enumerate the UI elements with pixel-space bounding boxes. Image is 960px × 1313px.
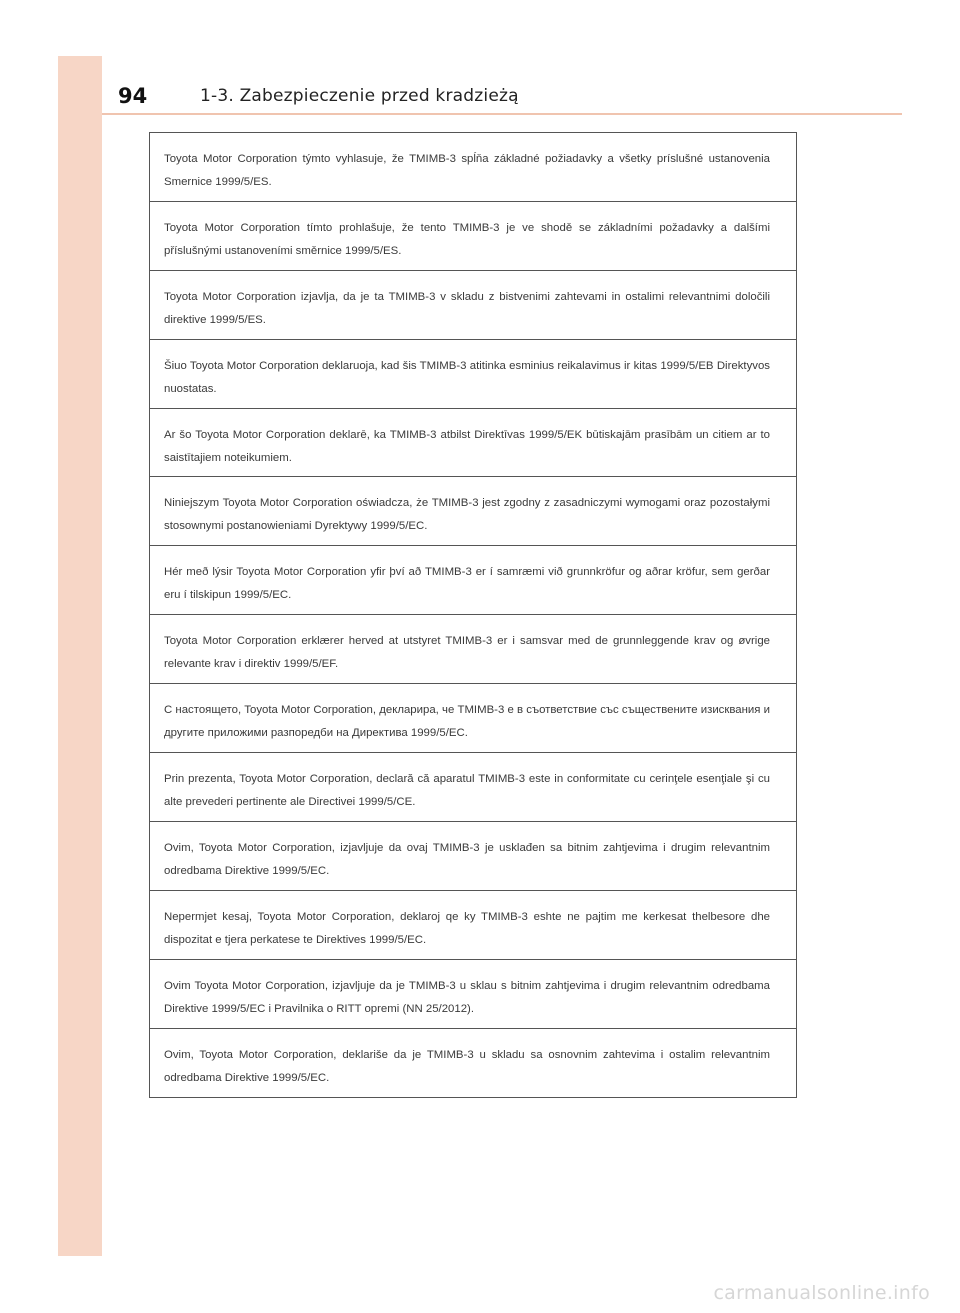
declaration-serbian: Ovim, Toyota Motor Corporation, deklariše da je TMIMB-3 u skladu sa osnovnim zahtevima i ostalim relevantnim odredbama Direktive 1999/5/EC.	[164, 1048, 770, 1084]
site-watermark: carmanualsonline.info	[713, 1282, 930, 1304]
declaration-czech: Toyota Motor Corporation tímto prohlašuje, že tento TMIMB-3 je ve shodě se základními požadavky a dalšími příslušnými ustanoveními směrnice 1999/5/ES.	[150, 202, 796, 271]
declaration-lithuanian: Šiuo Toyota Motor Corporation deklaruoja, kad šis TMIMB-3 atitinka esminius reikalavimus ir kitas 1999/5/EB Direktyvos nuostatas.	[150, 340, 796, 409]
declaration-latvian: Ar šo Toyota Motor Corporation deklarē, ka TMIMB-3 atbilst Direktīvas 1999/5/EK būtiskajām prasībām un citiem ar to saistītajiem noteikumiem.	[150, 409, 796, 478]
declaration-slovak: Toyota Motor Corporation týmto vyhlasuje, že TMIMB-3 spĺňa základné požiadavky a všetky príslušné ustanovenia Smernice 1999/5/ES.	[150, 133, 796, 202]
header-divider	[102, 113, 902, 115]
declaration-albanian: Nepermjet kesaj, Toyota Motor Corporation, deklaroj qe ky TMIMB-3 eshte ne pajtim me kerkesat thelbesore dhe dispozitat e tjera perkatese te Direktives 1999/5/EC.	[150, 891, 796, 960]
declaration-romanian: Prin prezenta, Toyota Motor Corporation, declară că aparatul TMIMB-3 este in conformitate cu cerinţele esenţiale şi cu alte prevederi pertinente ale Directivei 1999/5/CE.	[150, 753, 796, 822]
declaration-slovenian: Toyota Motor Corporation izjavlja, da je ta TMIMB-3 v skladu z bistvenimi zahtevami in ostalimi relevantnimi določili direktive 1999/5/ES.	[150, 271, 796, 340]
section-title: 1-3. Zabezpieczenie przed kradzieżą	[200, 86, 519, 106]
declaration-croatian: Ovim Toyota Motor Corporation, izjavljuje da je TMIMB-3 u sklau s bitnim zahtjevima i drugim relevantnim odredbama Direktive 1999/5/EC i Pravilnika o RITT opremi (NN 25/2012).	[150, 960, 796, 1029]
declaration-bosnian: Ovim, Toyota Motor Corporation, izjavljuje da ovaj TMIMB-3 je usklađen sa bitnim zahtjevima i drugim relevantnim odredbama Direktive 1999/5/EC.	[150, 822, 796, 891]
page-header	[102, 56, 902, 114]
declaration-bulgarian: С настоящето, Toyota Motor Corporation, декларира, че TMIMB-3 е в съответствие със съществените изисквания и другите приложими разпоредби на Директива 1999/5/ЕС.	[150, 684, 796, 753]
declaration-norwegian: Toyota Motor Corporation erklærer herved at utstyret TMIMB-3 er i samsvar med de grunnleggende krav og øvrige relevante krav i direktiv 1999/5/EF.	[150, 615, 796, 684]
declaration-icelandic: Hér með lýsir Toyota Motor Corporation yfir því að TMIMB-3 er í samræmi við grunnkröfur og aðrar kröfur, sem gerðar eru í tilskipun 1999/5/EC.	[150, 546, 796, 615]
page-side-tab	[58, 56, 102, 1256]
declaration-polish: Niniejszym Toyota Motor Corporation oświadcza, że TMIMB-3 jest zgodny z zasadniczymi wymogami oraz pozostałymi stosownymi postanowieniami Dyrektywy 1999/5/EC.	[150, 477, 796, 546]
declarations-table	[149, 132, 797, 1098]
page-number: 94	[118, 84, 148, 108]
